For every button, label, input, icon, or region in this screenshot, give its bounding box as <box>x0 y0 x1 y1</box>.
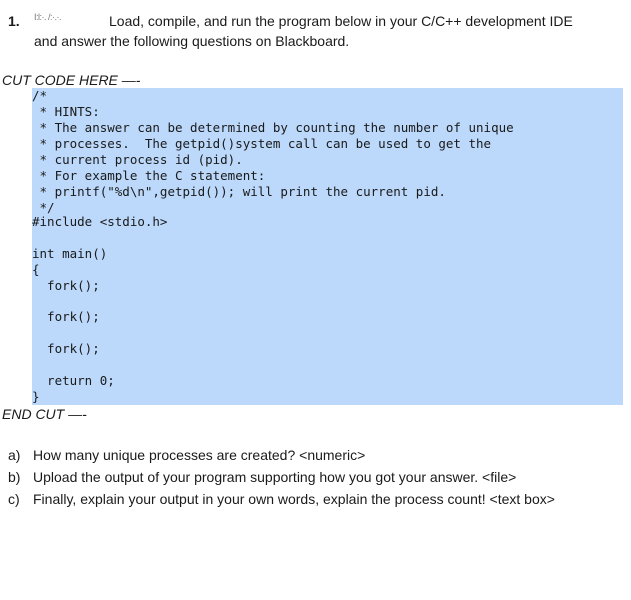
code-line: * current process id (pid). <box>32 152 243 167</box>
code-block <box>32 88 623 405</box>
item-letter: c) <box>8 491 20 507</box>
item-text: How many unique processes are created? <numeric> <box>33 447 366 463</box>
question-instruction-line-1: Load, compile, and run the program below in your C/C++ development IDE <box>109 13 573 29</box>
code-line: #include <stdio.h> <box>32 214 168 229</box>
list-item <box>8 466 555 488</box>
code-line: fork(); <box>32 309 100 324</box>
code-line: */ <box>32 200 55 215</box>
code-line: } <box>32 389 40 404</box>
code-line: int main() <box>32 246 108 261</box>
cut-end-marker: END CUT —- <box>2 406 87 422</box>
question-number: 1. <box>8 13 20 29</box>
code-line: * For example the C statement: <box>32 168 266 183</box>
item-text: Upload the output of your program supporting how you got your answer. <file> <box>33 469 517 485</box>
code-line: * HINTS: <box>32 104 100 119</box>
code-line: { <box>32 262 40 277</box>
item-text: Finally, explain your output in your own words, explain the process count! <text box> <box>33 491 555 507</box>
question-instruction-line-2: and answer the following questions on Blackboard. <box>34 33 350 49</box>
code-line: * printf("%d\n",getpid()); will print the current pid. <box>32 184 446 199</box>
code-line: return 0; <box>32 373 115 388</box>
code-line: * The answer can be determined by counting the number of unique <box>32 120 514 135</box>
code-line: fork(); <box>32 341 100 356</box>
list-item <box>8 488 555 510</box>
answer-list <box>8 444 555 510</box>
code-line: /* <box>32 88 48 103</box>
item-letter: b) <box>8 469 21 485</box>
list-item <box>8 444 555 466</box>
cut-start-marker: CUT CODE HERE —- <box>2 72 141 88</box>
item-letter: a) <box>8 447 21 463</box>
obscured-text: I:l:·. /:·.·. <box>34 12 61 22</box>
code-line: * processes. The getpid()system call can be used to get the <box>32 136 492 151</box>
code-line: fork(); <box>32 278 100 293</box>
